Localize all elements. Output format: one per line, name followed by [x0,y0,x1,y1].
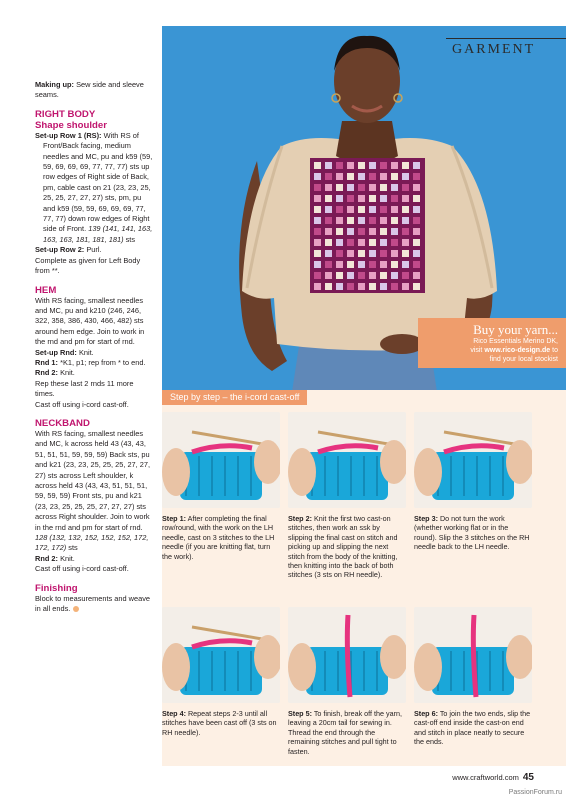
setup-row1-end: sts [125,234,136,244]
step-1-text: After completing the final row/round, with the work on the LH needle, cast on 3 stitches to the LH needle (if you are knitting flat, turn the work). [162,514,275,561]
step-5-label: Step 5: [288,709,312,718]
step-2-label: Step 2: [288,514,312,523]
making-up-paragraph [35,80,155,101]
finishing-heading: Finishing [35,582,78,594]
setup-row1-label: Set-up Row 1 (RS): [35,130,102,140]
hem-castoff: Cast off using i-cord cast-off. [35,399,129,409]
buy-line-2-pre: visit [470,347,483,354]
neckband-rnd2-label: Rnd 2: [35,553,58,563]
hem-repeat: Rep these last 2 rnds 11 more times. [35,378,134,399]
step-1-label: Step 1: [162,514,186,523]
page-number: 45 [522,772,534,783]
hem-intro: With RS facing, smallest needles and MC, pu and k210 (246, 246, 322, 358, 386, 430, 466, 482) sts around hem edge. Join to work in the rnd and pm for start of rnd. [35,295,145,347]
step-4-caption [162,709,280,737]
step-1-caption [162,514,280,561]
step-1-photo [162,412,280,508]
step-5 [288,607,406,756]
neckband-intro [35,429,155,554]
step-3-label: Step 3: [414,514,438,523]
right-body-heading: RIGHT BODY [35,108,96,120]
step-2-photo [288,412,406,508]
hem-setup-label: Set-up Rnd: [35,347,77,357]
step-6-label: Step 6: [414,709,438,718]
step-3-caption [414,514,532,552]
making-up-label: Making up: [35,80,75,89]
hem-heading: HEM [35,284,57,296]
setup-row2 [35,245,155,255]
neckband-rnd2-text: Knit. [60,553,75,563]
buy-line-2 [418,346,558,355]
buy-title: Buy your yarn... [473,322,558,337]
setup-row2-text: Purl. [86,245,102,255]
hem-rnd2-label: Rnd 2: [35,368,58,378]
step-3 [414,412,532,552]
step-6-text: To join the two ends, slip the cast-off end inside the cast-on end and stitch in place neatly to secure the ends. [414,709,531,747]
page-footer [452,772,534,783]
step-5-caption [288,709,406,756]
step-3-photo [414,412,532,508]
step-5-photo [288,607,406,703]
step-4-photo [162,607,280,703]
neckband-count: 128 (132, 132, 152, 152, 152, 172, 172, 172) [35,533,149,553]
neckband-heading: NECKBAND [35,417,90,429]
setup-row1-text: With RS of Front/Back facing, medium needles and MC, pu and k59 (59, 59, 69, 69, 69, 77, 77, 77) sts up row edges of Right side of Back, pm, cable cast on 21 (23, 23, 25, 25, 25, 27, 27, 27) sts, pm, pu and k59 (59, 59, 69, 69, 69, 77, 77, 77) down row edges of Right side of Front. [43,130,153,234]
step-3-text: Do not turn the work (whether working flat or in the round). Slip the 3 stitches on the RH needle back to the LH needle. [414,514,530,552]
neckband-castoff: Cast off using i-cord cast-off. [35,564,129,574]
step-by-step-panel [162,390,566,766]
finishing-body: Block to measurements and weave in all ends. [35,593,151,614]
hem-rnd2-text: Knit. [60,368,75,378]
rico-design-link[interactable]: www.rico-design.de [484,347,551,354]
step-6-caption [414,709,532,747]
neckband-rnd2 [35,554,155,564]
hem-rnd1-label: Rnd 1: [35,357,58,367]
hem-setup-text: Knit. [78,347,94,357]
step-6 [414,607,532,747]
hem-rnd2 [35,368,155,378]
step-5-text: To finish, break off the yarn, leaving a 20cm tail for sewing in. Thread the end through the remaining stitches and pull tight to fasten. [288,709,403,756]
footer-url[interactable]: www.craftworld.com [452,773,519,782]
buy-line-2-post: to [552,347,558,354]
steps-title: Step by step – the i-cord cast-off [162,390,307,405]
neckband-intro-text: With RS facing, smallest needles and MC, k across held 43 (43, 43, 51, 51, 51, 59, 59, 59) Back sts, pu and k21 (23, 23, 25, 25, 25, 27, 27, 27) sts across Left shoulder, k across held 43 (43, 43, 51, 51, 51, 59, 59, 59) Front sts, pu and k21 (23, 23, 25, 25, 25, 27, 27, 27) sts across Right shoulder. Join to work in the rnd and pm for start of rnd. [35,428,151,532]
setup-row1 [35,131,155,245]
watermark: PassionForum.ru [508,789,562,796]
hem-rnd1-text: *K1, p1; rep from * to end. [60,357,146,367]
step-4-text: Repeat steps 2-3 until all stitches have been cast off (3 sts on RH needle). [162,709,277,737]
step-4-label: Step 4: [162,709,186,718]
step-2 [288,412,406,580]
setup-row1-count: 139 (141, 141, 163, 163, 163, 181, 181, 181) [43,224,153,244]
section-label: GARMENT [446,38,566,58]
making-up-text: Sew side and sleeve seams. [35,80,144,100]
pattern-instructions [35,80,155,614]
complete-as-given: Complete as given for Left Body from **. [35,255,141,276]
step-4 [162,607,280,737]
finishing-text [35,594,155,615]
shape-shoulder-heading: Shape shoulder [35,119,107,131]
setup-row2-label: Set-up Row 2: [35,245,85,255]
buy-your-yarn-box [418,318,566,368]
step-6-photo [414,607,532,703]
step-2-text: Knit the first two cast-on stitches, then work an ssk by slipping the final cast on stitch and picking up and slipping the next stitch from the body of the knitting, then knitting into the back of both stitches (3 sts on RH needle). [288,514,398,580]
hem-setup-rnd [35,348,155,358]
buy-line-3: find your local stockist [489,356,558,363]
step-1 [162,412,280,561]
buy-line-1: Rico Essentials Merino DK, [473,338,558,345]
neckband-intro-end: sts [68,543,78,553]
step-2-caption [288,514,406,580]
end-mark-icon [73,606,79,612]
hem-rnd1 [35,358,155,368]
